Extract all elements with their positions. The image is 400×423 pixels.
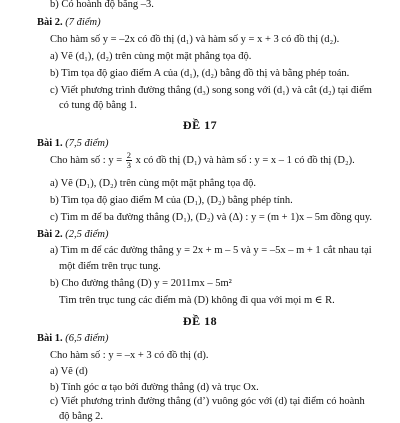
de18-bai1-heading: [37, 334, 108, 345]
de17-bai1-heading: [37, 139, 108, 150]
de18-bai1-intro: Cho hàm số : y = –x + 3 có đồ thị (d).: [50, 350, 209, 361]
de17-bai2-item-a-line1: a) Tìm m để các đường thẳng y = 2x + m – 5 và y = –5x – m + 1 cắt nhau tại: [50, 245, 372, 256]
bai2-item-c-line1: c) Viết phương trình đường thẳng (d₃) song song với (d₁) và cắt (d₂) tại điểm: [50, 85, 372, 96]
de18-bai1-item-c-line2: độ bằng 2.: [59, 411, 104, 422]
de17-bai1-item-c: c) Tìm m để ba đường thẳng (D₁), (D₂) và (Δ) : y = (m + 1)x – 5m đồng quy.: [50, 212, 373, 223]
bai2-item-a: a) Vẽ (d₁), (d₂) trên cùng một mặt phẳng tọa độ.: [50, 51, 252, 62]
de17-title: ĐỀ 17: [182, 118, 218, 132]
bai2-item-b: b) Tìm tọa độ giao điểm A của (d₁), (d₂) bằng đồ thị và bằng phép toán.: [50, 68, 350, 79]
de17-bai1-item-b: b) Tìm tọa độ giao điểm M của (D₁), (D₂) bằng phép tính.: [50, 195, 293, 206]
de17-bai1-label: Bài 1.: [37, 138, 63, 149]
de17-bai2-item-b-line2: Tìm trên trục tung các điểm mà (D) không đi qua với mọi m ∈ R.: [59, 295, 335, 306]
de17-bai2-item-b-line1: b) Cho đường thẳng (D) y = 2011mx – 5m²: [50, 278, 232, 289]
bai2-item-c-line2: có tung độ bằng 1.: [59, 100, 137, 111]
de17-bai1-points: (7,5 điểm): [65, 138, 109, 149]
bai2-heading: [37, 18, 101, 29]
de17-bai2-label: Bài 2.: [37, 229, 63, 240]
de18-title: ĐỀ 18: [182, 314, 218, 328]
bai2-points: (7 điểm): [65, 17, 101, 28]
de17-bai1-intro-post: x có đồ thị (D₁) và hàm số : y = x – 1 có đồ thị (D₂).: [135, 154, 355, 166]
fraction-two-thirds: [126, 151, 132, 170]
de18-bai1-label: Bài 1.: [37, 333, 63, 344]
de18-bai1-item-c-line1: c) Viết phương trình đường thẳng (d’) vuông góc với (d) tại điểm có hoành: [50, 396, 365, 407]
de17-bai1-item-a: a) Vẽ (D₁), (D₂) trên cùng một mặt phẳng tọa độ.: [50, 178, 256, 189]
fraction-denominator: 3: [126, 159, 132, 170]
de17-bai2-item-a-line2: một điểm trên trục tung.: [59, 261, 161, 272]
bai2-intro: Cho hàm số y = –2x có đồ thị (d₁) và hàm số y = x + 3 có đồ thị (d₂).: [50, 34, 340, 45]
de17-bai2-points: (2,5 điểm): [65, 229, 109, 240]
de17-bai1-intro-pre: Cho hàm số : y =: [50, 154, 123, 166]
de18-bai1-item-b: b) Tính góc α tạo bởi đường thẳng (d) và trục Ox.: [50, 382, 259, 393]
de18-bai1-points: (6,5 điểm): [65, 333, 109, 344]
de17-bai1-intro: [50, 151, 355, 170]
bai2-label: Bài 2.: [37, 17, 63, 28]
item-b-prev: b) Có hoành độ bằng –3.: [50, 0, 154, 10]
de17-bai2-heading: [37, 230, 108, 241]
fraction-numerator: 2: [126, 150, 132, 160]
de18-bai1-item-a: a) Vẽ (d): [50, 366, 88, 377]
